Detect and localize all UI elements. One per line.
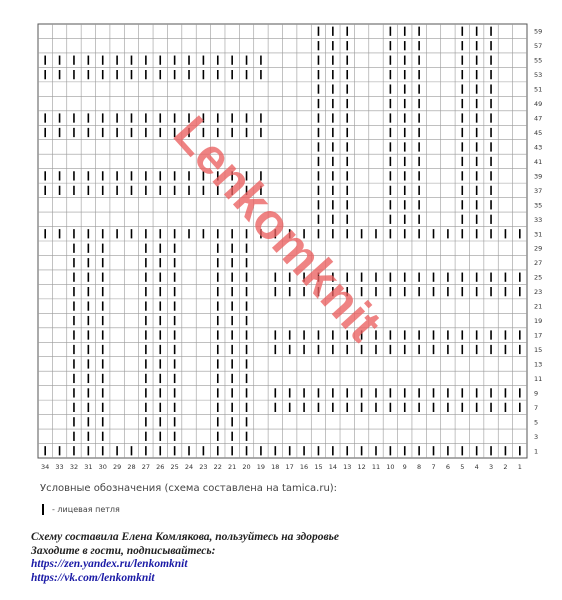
column-label: 6 bbox=[445, 463, 450, 471]
credits-invite: Заходите в гости, подписывайтесь: bbox=[31, 544, 216, 557]
column-label: 1 bbox=[517, 463, 522, 471]
column-label: 13 bbox=[343, 463, 352, 471]
knit-stitch-icon bbox=[42, 504, 44, 515]
row-label: 49 bbox=[534, 100, 543, 109]
column-label: 20 bbox=[242, 463, 251, 471]
row-label: 23 bbox=[534, 288, 543, 297]
row-label: 25 bbox=[534, 273, 543, 282]
row-label: 9 bbox=[534, 389, 539, 398]
column-label: 7 bbox=[431, 463, 436, 471]
row-label: 37 bbox=[534, 186, 543, 195]
column-label: 14 bbox=[328, 463, 337, 471]
legend-item-label: - лицевая петля bbox=[52, 504, 120, 514]
column-label: 23 bbox=[199, 463, 208, 471]
row-label: 59 bbox=[534, 27, 543, 36]
column-label: 2 bbox=[503, 463, 508, 471]
row-label: 17 bbox=[534, 331, 543, 340]
row-label: 33 bbox=[534, 215, 543, 224]
column-label: 4 bbox=[474, 463, 479, 471]
legend-title: Условные обозначения (схема составлена на tamica.ru): bbox=[40, 483, 338, 494]
column-label: 21 bbox=[228, 463, 237, 471]
row-label: 15 bbox=[534, 346, 543, 354]
row-label: 19 bbox=[534, 317, 543, 326]
credits-author: Схему составила Елена Комлякова, пользуйтесь на здоровье bbox=[31, 531, 339, 543]
column-label: 34 bbox=[41, 463, 50, 471]
column-label: 31 bbox=[84, 463, 93, 471]
column-label: 8 bbox=[417, 463, 422, 471]
row-label: 47 bbox=[534, 114, 543, 123]
row-label: 51 bbox=[534, 85, 543, 94]
column-label: 32 bbox=[69, 463, 79, 471]
row-label: 55 bbox=[534, 56, 543, 65]
column-label: 19 bbox=[256, 463, 266, 471]
column-label: 11 bbox=[371, 463, 381, 471]
column-label: 25 bbox=[170, 463, 179, 471]
row-label: 13 bbox=[534, 360, 543, 369]
column-label: 9 bbox=[402, 463, 407, 471]
watermark: Lenkomknit bbox=[162, 105, 393, 352]
row-label: 3 bbox=[534, 432, 539, 441]
row-label: 7 bbox=[534, 403, 539, 412]
row-label: 53 bbox=[534, 71, 543, 80]
row-label: 21 bbox=[534, 302, 543, 311]
column-label: 10 bbox=[386, 463, 395, 471]
column-label: 3 bbox=[488, 463, 494, 471]
column-label: 24 bbox=[184, 463, 194, 471]
column-label: 33 bbox=[55, 463, 64, 471]
row-label: 35 bbox=[534, 201, 543, 210]
row-label: 11 bbox=[534, 374, 543, 383]
column-label: 5 bbox=[460, 463, 465, 471]
column-label: 15 bbox=[314, 463, 323, 471]
row-label: 27 bbox=[534, 259, 543, 268]
row-label: 57 bbox=[534, 42, 543, 51]
row-label: 41 bbox=[534, 157, 543, 166]
column-label: 29 bbox=[112, 463, 122, 471]
row-label: 1 bbox=[534, 447, 539, 456]
column-label: 26 bbox=[156, 463, 165, 471]
row-label: 43 bbox=[534, 143, 543, 152]
column-label: 28 bbox=[127, 463, 136, 471]
column-label: 18 bbox=[271, 463, 280, 471]
zen-link[interactable]: https://zen.yandex.ru/lenkomknit bbox=[31, 558, 188, 570]
column-label: 16 bbox=[299, 463, 309, 471]
column-label: 17 bbox=[285, 463, 294, 471]
row-label: 29 bbox=[534, 244, 543, 253]
row-label: 45 bbox=[534, 129, 543, 137]
credits-block bbox=[31, 531, 339, 585]
column-label: 27 bbox=[141, 463, 151, 471]
vk-link[interactable]: https://vk.com/lenkomknit bbox=[31, 571, 155, 584]
row-label: 31 bbox=[534, 230, 543, 239]
row-label: 39 bbox=[534, 172, 543, 181]
row-label: 5 bbox=[534, 418, 539, 427]
legend-item-knit bbox=[42, 503, 120, 515]
column-label: 12 bbox=[357, 463, 366, 471]
column-label: 22 bbox=[213, 463, 222, 471]
column-label: 30 bbox=[98, 463, 107, 471]
